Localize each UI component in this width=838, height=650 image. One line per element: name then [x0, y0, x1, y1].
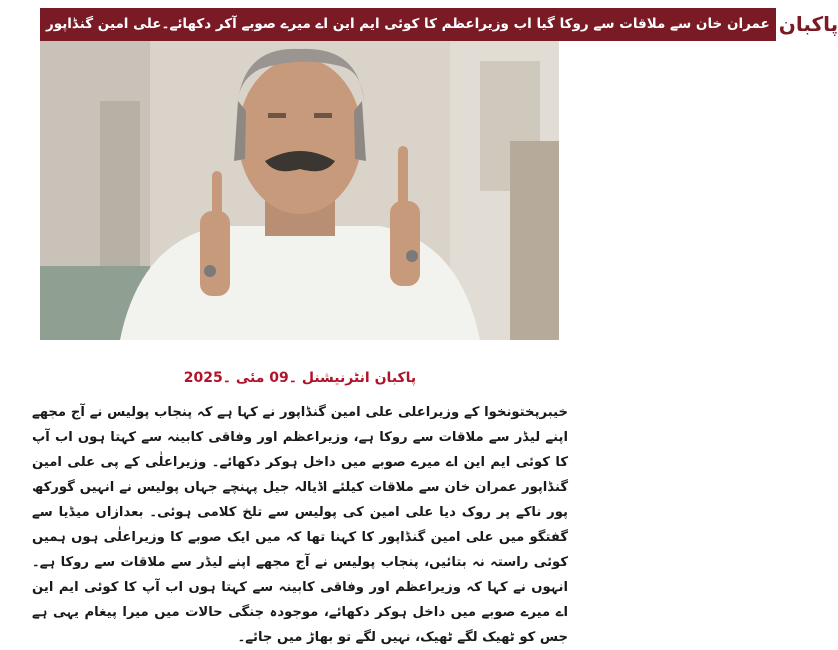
brand-logo: پاکبان — [776, 8, 838, 41]
article-photo — [40, 41, 559, 340]
portrait-image — [40, 41, 559, 340]
byline-date: پاکبان انٹرنیشنل ۔09 مئی ۔2025 — [183, 370, 417, 386]
article-body: خیبرپختونخوا کے وزیراعلی علی امین گنڈاپور نے کہا ہے کہ پنجاب پولیس نے آج مجھے اپنے لیڈر سے ملاقات سے روکا ہے، وزیراعظم اور وفاقی کابینہ سے کہتا ہوں اب آپ کا کوئی ایم این اے میرے صوبے میں داخل ہوکر دکھائے۔ وزیراعلٰی کے پی علی امین گنڈاپور عمران خان سے ملاقات کیلئے اڈیالہ جیل پہنچے جہاں پولیس نے انہیں گورکھ پور ناکے پر روک دیا علی امین کی پولیس سے تلخ کلامی ہوئی۔ بعدازاں میڈیا سے گفتگو میں علی امین گنڈاپور کا کہنا تھا کہ میں ایک صوبے کا وزیراعلٰی ہوں ہمیں کوئی راستہ نہ بتائیں، پنجاب پولیس نے آج مجھے اپنے لیڈر سے ملاقات سے روکا ہے۔ انہوں نے کہا کہ وزیراعظم اور وفاقی کابینہ سے کہتا ہوں اب آپ کا کوئی ایم این اے میرے صوبے میں داخل ہوکر دکھائے، موجودہ جنگی حالات میں میرا پیغام یہی ہے جس کو ٹھیک لگے ٹھیک، نہیں لگے تو بھاڑ میں جائے۔ — [32, 405, 568, 645]
headline: عمران خان سے ملاقات سے روکا گیا اب وزیراعظم کا کوئی ایم این اے میرے صوبے آکر دکھائے۔علی امین گنڈاپور — [40, 8, 776, 41]
article-header — [40, 8, 838, 41]
